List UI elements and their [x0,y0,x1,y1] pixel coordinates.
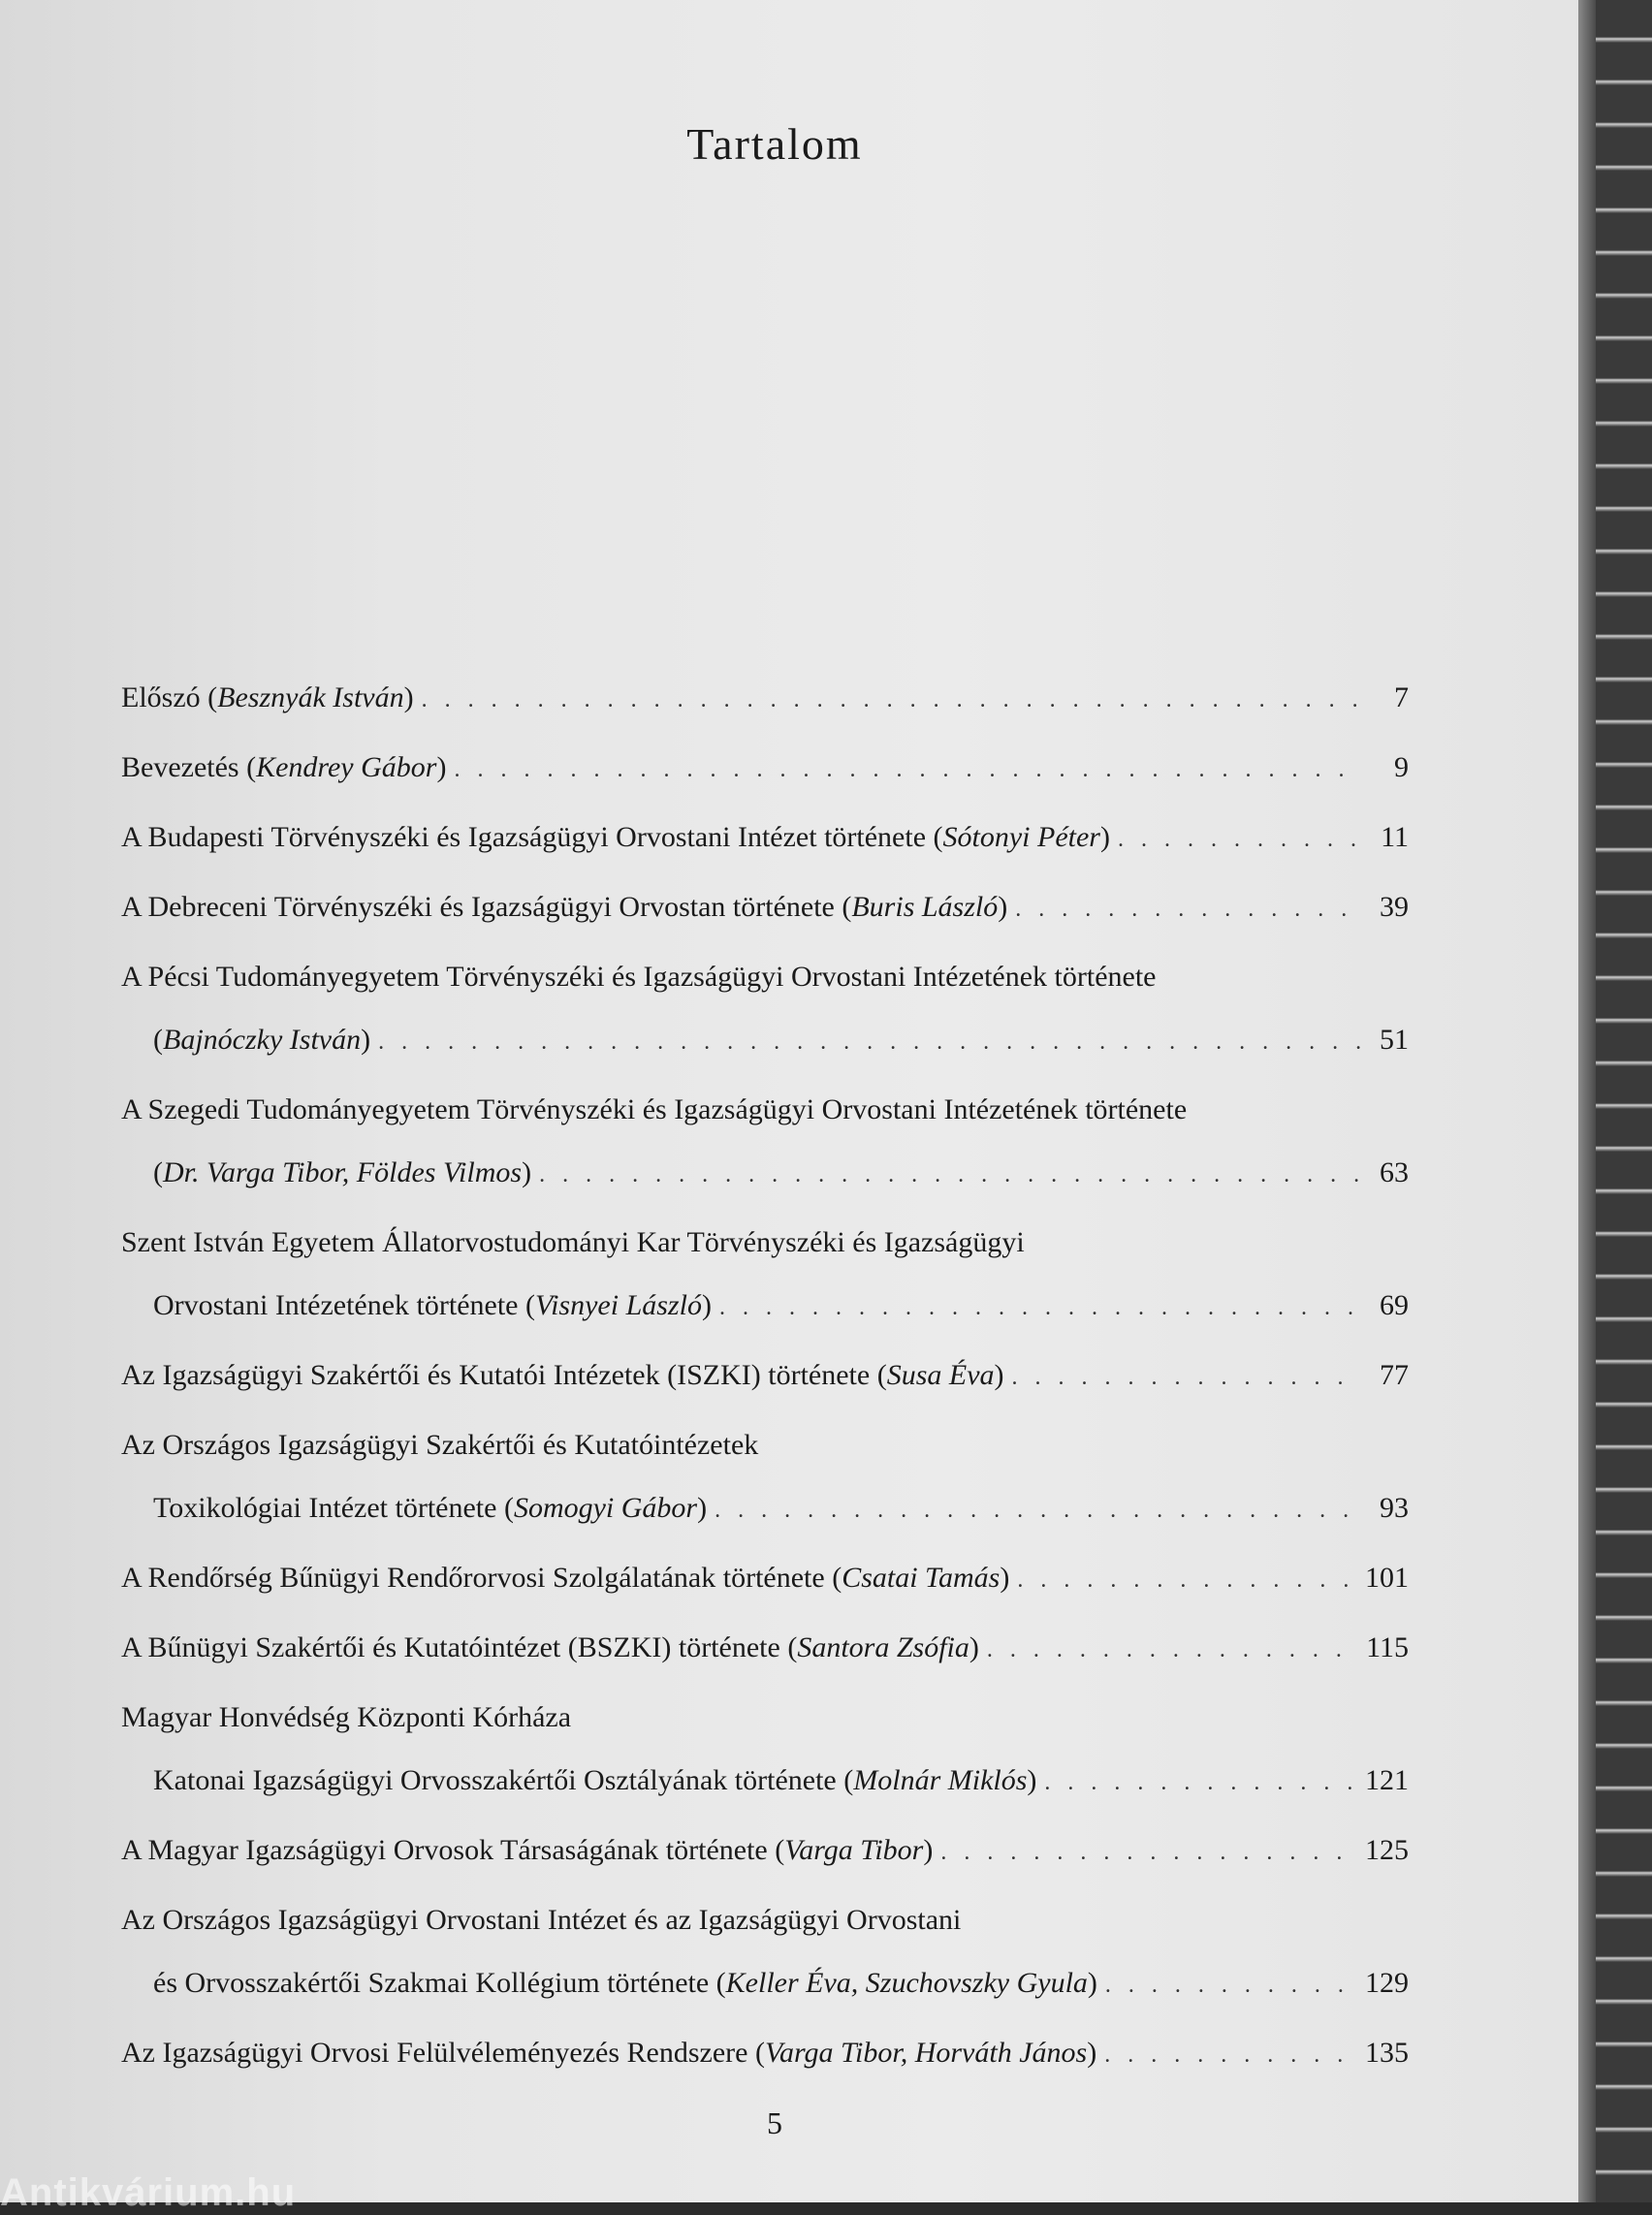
toc-line [121,679,1409,717]
toc-author: Csatai Tamás [842,1562,1001,1594]
toc-line [121,1964,1409,2003]
toc-entry [121,1091,1409,1192]
toc-line [121,1489,1409,1528]
toc-title-text: A Debreceni Törvényszéki és Igazságügyi Orvostan története [121,891,835,923]
toc-leader-dots [987,1630,1358,1669]
toc-line [121,1698,1409,1737]
toc-page-number: 39 [1380,891,1409,923]
toc-title-text: A Magyar Igazságügyi Orvosok Társaságának története [121,1834,768,1866]
toc-line [121,958,1409,997]
toc-leader-dots [1012,1358,1362,1397]
toc-line [121,1426,1409,1465]
toc-entry [121,1223,1409,1325]
toc-entry-title: A Magyar Igazságügyi Orvosok Társaságának története (Varga Tibor) [121,1834,934,1866]
toc-author: Dr. Varga Tibor, Földes Vilmos [163,1156,523,1188]
watermark: Antikvárium.hu [0,2171,297,2214]
toc-page-number: 125 [1365,1834,1409,1866]
toc-line [121,1559,1409,1598]
toc-author: Santora Zsófia [797,1631,969,1663]
toc-title-text: A Rendőrség Bűnügyi Rendőrorvosi Szolgálatának története [121,1562,825,1594]
toc-entry-title [121,1223,1025,1262]
toc-leader-dots [1118,820,1362,859]
toc-page-number: 51 [1380,1024,1409,1056]
toc-line [121,1901,1409,1940]
toc-line [121,748,1409,787]
toc-title-text: Magyar Honvédség Központi Kórháza [121,1701,572,1733]
toc-entry-title: A Debreceni Törvényszéki és Igazságügyi Orvostan története (Buris László) [121,891,1008,923]
toc-page-number: 63 [1380,1156,1409,1188]
toc-author: Keller Éva, Szuchovszky Gyula [725,1967,1088,1999]
toc-title-text: Az Országos Igazságügyi Orvostani Intézet és az Igazságügyi Orvostani [121,1904,962,1936]
toc-line [121,1286,1409,1325]
toc-page-number: 93 [1380,1492,1409,1524]
toc-title-text: és Orvosszakértői Szakmai Kollégium története [153,1967,710,1999]
book-binding [1578,0,1596,2202]
toc-line [121,1154,1409,1192]
toc-entry-title: Előszó (Besznyák István) [121,681,414,713]
toc-author: Susa Éva [886,1359,995,1391]
toc-entry [121,2034,1409,2073]
toc-leader-dots [719,1288,1362,1327]
toc-author: Somogyi Gábor [513,1492,698,1524]
toc-line [121,1831,1409,1870]
toc-title-text: Bevezetés [121,751,239,783]
toc-leader-dots [378,1023,1362,1061]
toc-leader-dots [1015,890,1362,929]
toc-leader-dots [1017,1561,1357,1599]
toc-page-number: 69 [1380,1289,1409,1321]
toc-entry [121,1901,1409,2003]
toc-page-number: 7 [1394,681,1409,713]
toc-entry-title: Bevezetés (Kendrey Gábor) [121,751,447,783]
toc-entry-title [121,1091,1187,1129]
toc-entry [121,1559,1409,1598]
toc-author: Visnyei László [535,1289,702,1321]
toc-leader-dots [715,1491,1362,1530]
toc-line [121,888,1409,927]
toc-entry-title [121,1901,961,1940]
toc-entry [121,1629,1409,1667]
toc-entry-title [121,1426,758,1465]
toc-author: Bajnóczky István [163,1024,362,1056]
toc-entry [121,679,1409,717]
toc-page-number: 77 [1380,1359,1409,1391]
toc-title-text: Az Igazságügyi Orvosi Felülvéleményezés Rendszere [121,2037,748,2069]
toc-entry-title: (Dr. Varga Tibor, Földes Vilmos) [153,1156,532,1188]
toc-author: Varga Tibor, Horváth János [764,2037,1088,2069]
toc-entry [121,1698,1409,1800]
toc-entry [121,958,1409,1060]
toc-page-number: 115 [1366,1631,1409,1663]
toc-title-text: A Szegedi Tudományegyetem Törvényszéki és Igazságügyi Orvostani Intézetének története [121,1093,1188,1125]
toc-entry-title: Az Igazságügyi Szakértői és Kutatói Intézetek (ISZKI) története (Susa Éva) [121,1359,1004,1391]
toc-page-number: 129 [1365,1967,1409,1999]
toc-leader-dots [539,1155,1362,1194]
toc-leader-dots [422,680,1362,719]
toc-title-text: Az Igazságügyi Szakértői és Kutatói Intézetek (ISZKI) története [121,1359,871,1391]
toc-title-text: Katonai Igazságügyi Orvosszakértői Osztályának története [153,1764,837,1796]
toc-line [121,2034,1409,2073]
toc-leader-dots [1104,2036,1357,2074]
toc-page-number: 9 [1394,751,1409,783]
toc-entry-title: Toxikológiai Intézet története (Somogyi Gábor) [153,1492,708,1524]
toc-title-text: Orvostani Intézetének története [153,1289,519,1321]
toc-line [121,1091,1409,1129]
toc-page-number: 101 [1365,1562,1409,1594]
toc-leader-dots [940,1833,1357,1872]
toc-entry-title: (Bajnóczky István) [153,1024,371,1056]
toc-entry-title [121,958,1157,997]
toc-entry [121,1426,1409,1528]
toc-title-text: Az Országos Igazságügyi Szakértői és Kutatóintézetek [121,1429,759,1461]
toc-author: Sótonyi Péter [942,821,1100,853]
toc-title-text: A Bűnügyi Szakértői és Kutatóintézet (BSZKI) története [121,1631,780,1663]
toc-author: Varga Tibor [784,1834,924,1866]
toc-author: Buris László [851,891,999,923]
toc-leader-dots [1105,1966,1357,2005]
toc-entry-title: A Rendőrség Bűnügyi Rendőrorvosi Szolgálatának története (Csatai Tamás) [121,1562,1010,1594]
toc-entry-title [121,1698,571,1737]
toc-entry [121,888,1409,927]
table-of-contents [121,679,1409,2104]
toc-page-number: 121 [1365,1764,1409,1796]
toc-entry [121,818,1409,857]
toc-line [121,1021,1409,1060]
toc-title-text: Toxikológiai Intézet története [153,1492,497,1524]
toc-title-text: Szent István Egyetem Állatorvostudományi Kar Törvényszéki és Igazságügyi [121,1226,1025,1258]
toc-leader-dots [454,750,1362,789]
toc-page-number: 11 [1381,821,1409,853]
toc-author: Molnár Miklós [853,1764,1028,1796]
toc-line [121,818,1409,857]
page-title: Tartalom [686,119,863,169]
toc-entry-title: A Bűnügyi Szakértői és Kutatóintézet (BSZKI) története (Santora Zsófia) [121,1631,979,1663]
toc-line [121,1761,1409,1800]
page-number: 5 [767,2105,782,2140]
toc-title-text: Előszó [121,681,201,713]
toc-title-text: A Budapesti Törvényszéki és Igazságügyi Orvostani Intézet története [121,821,927,853]
toc-entry-title: és Orvosszakértői Szakmai Kollégium története (Keller Éva, Szuchovszky Gyula) [153,1967,1097,1999]
toc-line [121,1629,1409,1667]
toc-entry-title: Az Igazságügyi Orvosi Felülvéleményezés Rendszere (Varga Tibor, Horváth János) [121,2037,1097,2069]
toc-entry [121,748,1409,787]
toc-line [121,1356,1409,1395]
toc-title-text: A Pécsi Tudományegyetem Törvényszéki és Igazságügyi Orvostani Intézetének története [121,961,1157,993]
toc-page-number: 135 [1365,2037,1409,2069]
toc-entry [121,1831,1409,1870]
toc-entry [121,1356,1409,1395]
toc-leader-dots [1044,1763,1357,1802]
toc-entry-title: Orvostani Intézetének története (Visnyei László) [153,1289,712,1321]
toc-line [121,1223,1409,1262]
page-edges [1596,0,1652,2202]
toc-author: Besznyák István [217,681,404,713]
toc-author: Kendrey Gábor [256,751,437,783]
toc-entry-title: Katonai Igazságügyi Orvosszakértői Osztályának története (Molnár Miklós) [153,1764,1037,1796]
toc-entry-title: A Budapesti Törvényszéki és Igazságügyi Orvostani Intézet története (Sótonyi Péter) [121,821,1110,853]
